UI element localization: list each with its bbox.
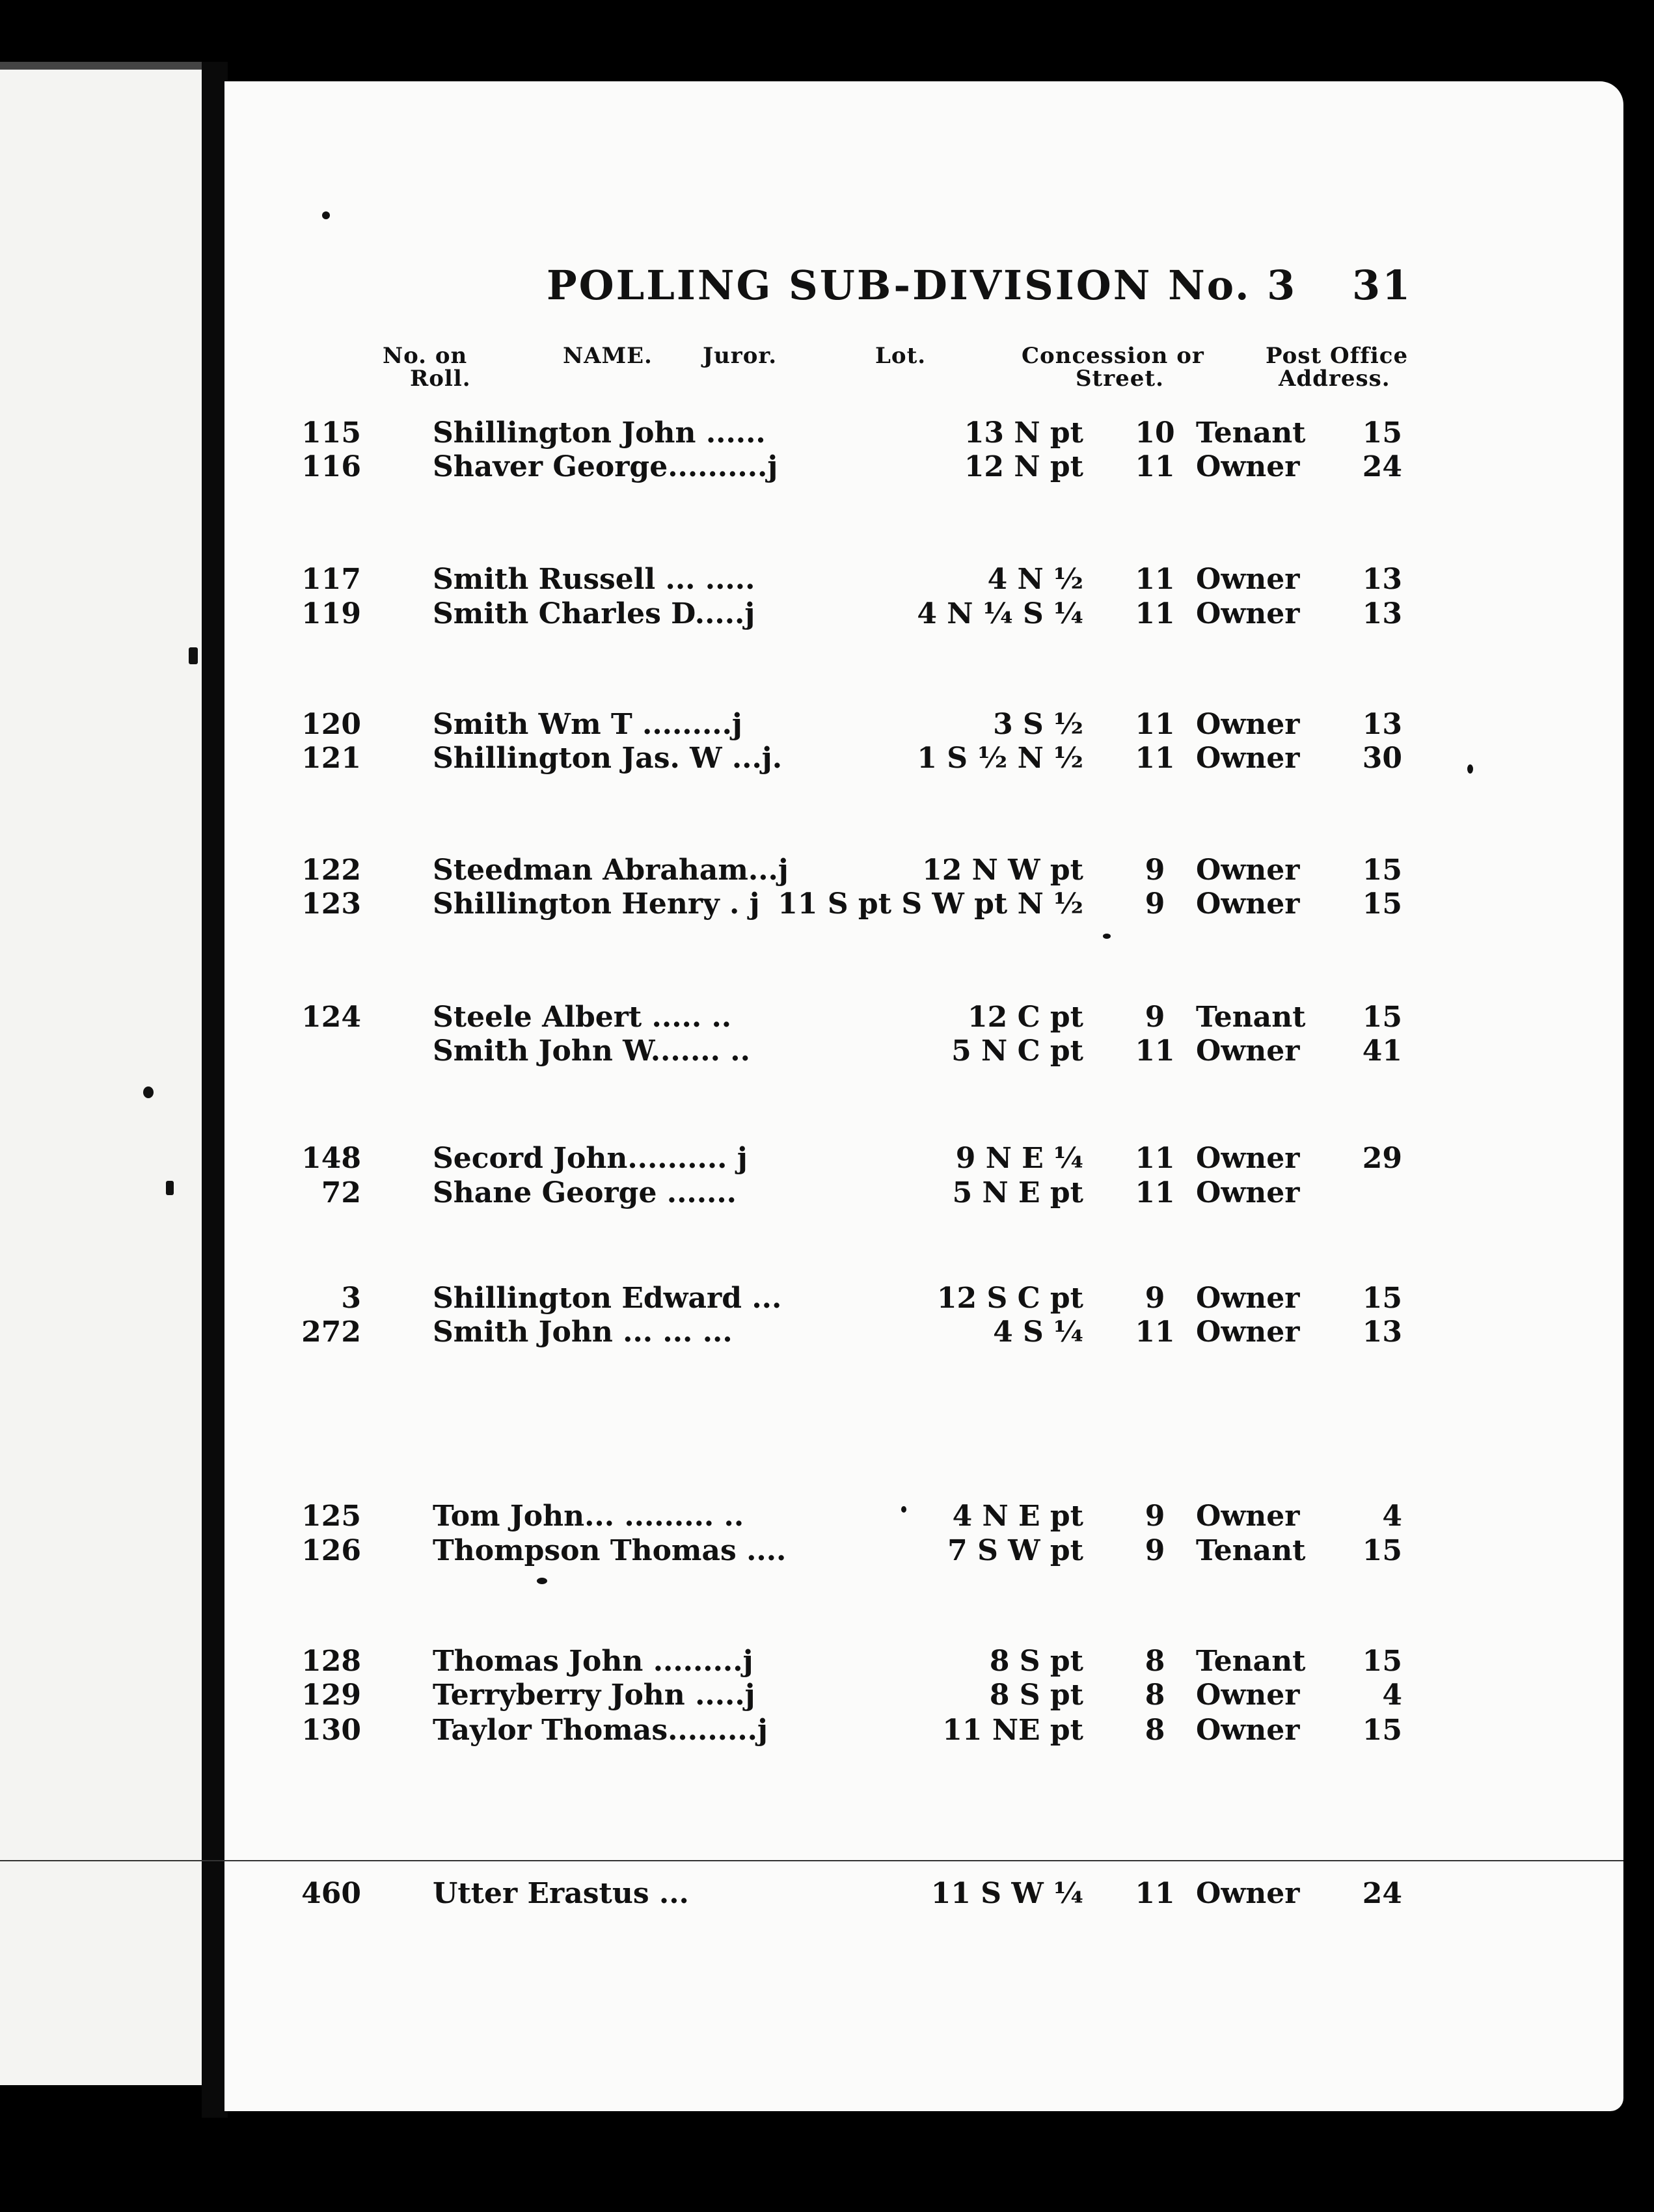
voter-name: Thomas John .........j	[433, 1645, 753, 1678]
lot-description: 13 N pt	[964, 416, 1083, 450]
list-item	[0, 1645, 1654, 1679]
post-office-address: 4	[1382, 1500, 1402, 1533]
roll-number: 128	[301, 1645, 361, 1678]
roll-number: 148	[301, 1142, 361, 1175]
post-office-address: 13	[1362, 563, 1402, 596]
voter-name: Terryberry John .....j	[433, 1679, 755, 1712]
lot-description: 8 S pt	[989, 1645, 1083, 1678]
roll-number: 124	[301, 1001, 361, 1034]
concession-number: 9	[1145, 887, 1165, 921]
roll-number: 129	[301, 1679, 361, 1712]
lot-description: 11 NE pt	[942, 1714, 1083, 1747]
post-office-address: 41	[1362, 1034, 1402, 1068]
concession-number: 11	[1135, 708, 1175, 741]
post-office-address: 24	[1362, 1877, 1402, 1910]
concession-number: 9	[1145, 1500, 1165, 1533]
voter-name: Utter Erastus ...	[433, 1877, 689, 1910]
ink-speck	[322, 211, 330, 219]
list-item	[0, 1500, 1654, 1533]
concession-number: 11	[1135, 597, 1175, 630]
ink-speck	[189, 647, 198, 664]
voter-name: Shillington Jas. W ...j.	[433, 742, 783, 775]
roll-number: 72	[321, 1176, 361, 1209]
occupancy-status: Owner	[1196, 1176, 1300, 1209]
list-item	[0, 1001, 1654, 1034]
voter-name: Smith Russell ... .....	[433, 563, 755, 596]
column-header-post-office-line2: Address.	[1279, 366, 1390, 392]
concession-number: 9	[1145, 1534, 1165, 1567]
lot-description: 8 S pt	[989, 1679, 1083, 1712]
lot-description: 4 N E pt	[952, 1500, 1083, 1533]
occupancy-status: Owner	[1196, 887, 1300, 921]
page-number: 31	[1352, 262, 1413, 309]
voter-name: Thompson Thomas ....	[433, 1534, 787, 1567]
roll-number: 115	[301, 416, 361, 450]
lot-description: 5 N C pt	[951, 1034, 1083, 1068]
list-item	[0, 1714, 1654, 1747]
occupancy-status: Owner	[1196, 854, 1300, 887]
lot-description: 12 N pt	[964, 450, 1083, 483]
column-header-juror: Juror.	[703, 343, 778, 369]
roll-number: 121	[301, 742, 361, 775]
post-office-address: 15	[1362, 887, 1402, 921]
occupancy-status: Owner	[1196, 1679, 1300, 1712]
voter-name: Shane George .......	[433, 1176, 737, 1209]
concession-number: 11	[1135, 1034, 1175, 1068]
ink-speck	[537, 1578, 547, 1584]
list-item	[0, 450, 1654, 484]
column-header-concession-line2: Street.	[1076, 366, 1164, 392]
post-office-address: 13	[1362, 708, 1402, 741]
concession-number: 11	[1135, 450, 1175, 483]
voter-name: Shillington John ......	[433, 416, 766, 450]
roll-number: 123	[301, 887, 361, 921]
post-office-address: 29	[1362, 1142, 1402, 1175]
lot-description: 4 S ¼	[993, 1315, 1083, 1349]
voter-name: Smith Wm T .........j	[433, 708, 742, 741]
ink-speck	[143, 1086, 154, 1098]
voter-name: Shillington Henry . j	[433, 887, 760, 921]
lot-description: 12 N W pt	[922, 854, 1083, 887]
list-item	[0, 1534, 1654, 1568]
occupancy-status: Owner	[1196, 1500, 1300, 1533]
voter-name: Shillington Edward ...	[433, 1282, 782, 1315]
ink-speck	[1103, 934, 1111, 939]
post-office-address: 13	[1362, 1315, 1402, 1349]
roll-number: 122	[301, 854, 361, 887]
roll-number: 126	[301, 1534, 361, 1567]
list-item	[0, 708, 1654, 742]
lot-description: 7 S W pt	[947, 1534, 1083, 1567]
post-office-address: 24	[1362, 450, 1402, 483]
lot-description: 9 N E ¼	[955, 1142, 1083, 1175]
concession-number: 9	[1145, 854, 1165, 887]
column-header-roll-line2: Roll.	[410, 366, 471, 392]
voter-name: Smith John W....... ..	[433, 1034, 750, 1068]
occupancy-status: Tenant	[1196, 1534, 1306, 1567]
occupancy-status: Owner	[1196, 563, 1300, 596]
lot-description: 3 S ½	[993, 708, 1083, 741]
post-office-address: 15	[1362, 854, 1402, 887]
lot-description: 1 S ½ N ½	[917, 742, 1083, 775]
occupancy-status: Owner	[1196, 742, 1300, 775]
list-item	[0, 887, 1654, 921]
occupancy-status: Owner	[1196, 1034, 1300, 1068]
occupancy-status: Owner	[1196, 1282, 1300, 1315]
post-office-address: 15	[1362, 1714, 1402, 1747]
voter-name: Smith John ... ... ...	[433, 1315, 733, 1349]
occupancy-status: Owner	[1196, 1315, 1300, 1349]
list-item	[0, 1034, 1654, 1068]
voter-name: Smith Charles D.....j	[433, 597, 755, 630]
list-item	[0, 1142, 1654, 1176]
book-spine	[202, 62, 228, 2118]
roll-number: 130	[301, 1714, 361, 1747]
concession-number: 11	[1135, 563, 1175, 596]
occupancy-status: Owner	[1196, 1877, 1300, 1910]
roll-number: 3	[341, 1282, 361, 1315]
list-item	[0, 1282, 1654, 1315]
list-item	[0, 416, 1654, 450]
occupancy-status: Tenant	[1196, 1001, 1306, 1034]
lot-description: 4 N ½	[987, 563, 1083, 596]
section-divider-rule	[0, 1860, 1623, 1861]
roll-number: 119	[301, 597, 361, 630]
concession-number: 8	[1145, 1679, 1165, 1712]
list-item	[0, 563, 1654, 597]
post-office-address: 15	[1362, 1282, 1402, 1315]
post-office-address: 15	[1362, 1001, 1402, 1034]
voter-name: Secord John.......... j	[433, 1142, 748, 1175]
post-office-address: 4	[1382, 1679, 1402, 1712]
post-office-address: 15	[1362, 1645, 1402, 1678]
roll-number: 460	[301, 1877, 361, 1910]
concession-number: 11	[1135, 1315, 1175, 1349]
column-header-name: NAME.	[563, 343, 653, 369]
lot-description: 12 S C pt	[936, 1282, 1083, 1315]
voter-name: Steedman Abraham...j	[433, 854, 789, 887]
lot-description: 4 N ¼ S ¼	[917, 597, 1083, 630]
list-item	[0, 1679, 1654, 1712]
facing-page-edge	[0, 62, 202, 2085]
voter-name: Steele Albert ..... ..	[433, 1001, 732, 1034]
list-item	[0, 1877, 1654, 1911]
concession-number: 9	[1145, 1282, 1165, 1315]
roll-number: 116	[301, 450, 361, 483]
voter-name: Tom John... ......... ..	[433, 1500, 744, 1533]
occupancy-status: Owner	[1196, 597, 1300, 630]
occupancy-status: Tenant	[1196, 1645, 1306, 1678]
roll-number: 272	[301, 1315, 361, 1349]
roll-number: 120	[301, 708, 361, 741]
roll-number: 125	[301, 1500, 361, 1533]
lot-description: 11 S pt S W pt N ½	[778, 887, 1083, 921]
occupancy-status: Owner	[1196, 1142, 1300, 1175]
page-title: POLLING SUB-DIVISION No. 3	[547, 262, 1297, 309]
concession-number: 8	[1145, 1714, 1165, 1747]
concession-number: 8	[1145, 1645, 1165, 1678]
voter-name: Shaver George..........j	[433, 450, 778, 483]
lot-description: 12 C pt	[968, 1001, 1083, 1034]
concession-number: 10	[1135, 416, 1175, 450]
post-office-address: 13	[1362, 597, 1402, 630]
post-office-address: 15	[1362, 1534, 1402, 1567]
occupancy-status: Owner	[1196, 1714, 1300, 1747]
concession-number: 11	[1135, 1877, 1175, 1910]
voter-name: Taylor Thomas.........j	[433, 1714, 768, 1747]
list-item	[0, 597, 1654, 631]
column-header-post-office: Post Office	[1266, 343, 1409, 369]
list-item	[0, 1315, 1654, 1349]
concession-number: 11	[1135, 1142, 1175, 1175]
occupancy-status: Tenant	[1196, 416, 1306, 450]
concession-number: 11	[1135, 742, 1175, 775]
column-header-roll: No. on	[383, 343, 468, 369]
column-header-lot: Lot.	[875, 343, 927, 369]
roll-number: 117	[301, 563, 361, 596]
post-office-address: 30	[1362, 742, 1402, 775]
list-item	[0, 854, 1654, 887]
list-item	[0, 742, 1654, 776]
occupancy-status: Owner	[1196, 450, 1300, 483]
column-header-concession: Concession or	[1022, 343, 1204, 369]
facing-page-top-edge	[0, 62, 202, 70]
post-office-address: 15	[1362, 416, 1402, 450]
concession-number: 9	[1145, 1001, 1165, 1034]
ledger-page	[224, 81, 1623, 2111]
lot-description: 5 N E pt	[952, 1176, 1083, 1209]
list-item	[0, 1176, 1654, 1210]
concession-number: 11	[1135, 1176, 1175, 1209]
lot-description: 11 S W ¼	[930, 1877, 1083, 1910]
occupancy-status: Owner	[1196, 708, 1300, 741]
